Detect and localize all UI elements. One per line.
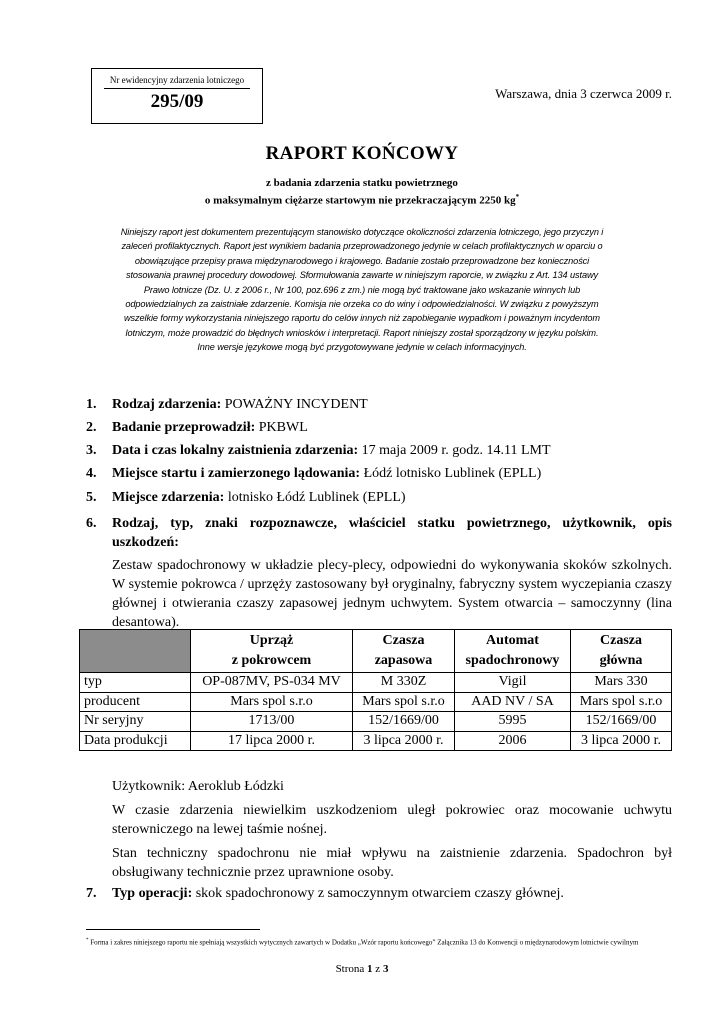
condition-paragraph: Stan techniczny spadochronu nie miał wpływu na zaistnienie zdarzenia. Spadochron był obsługiwany technicznie przez uprawnione osoby.: [112, 846, 672, 880]
table-cell: Mars spol s.r.o: [353, 692, 455, 712]
registry-label: Nr ewidencyjny zdarzenia lotniczego: [109, 75, 245, 85]
table-header-cell: [571, 630, 672, 673]
table-cell: 1713/00: [191, 712, 353, 732]
report-subtitle: [0, 176, 724, 208]
table-cell: 3 lipca 2000 r.: [571, 731, 672, 751]
item-value: POWAŻNY INCYDENT: [221, 397, 368, 412]
page-indicator: [0, 963, 724, 975]
header-line-1: Uprząż: [249, 633, 294, 648]
item-label: Badanie przeprowadził:: [112, 420, 256, 435]
header-line-2: spadochronowy: [465, 653, 560, 668]
table-header-cell: [353, 630, 455, 673]
table-header-row: [80, 630, 672, 673]
item-value: 17 maja 2009 r. godz. 14.11 LMT: [358, 443, 551, 458]
place-date: Warszawa, dnia 3 czerwca 2009 r.: [495, 86, 672, 101]
table-cell: 2006: [455, 731, 571, 751]
item-number: 1.: [86, 397, 97, 412]
item-value: lotnisko Łódź Lublinek (EPLL): [224, 490, 406, 505]
table-cell: 3 lipca 2000 r.: [353, 731, 455, 751]
footnote: [86, 936, 686, 947]
subtitle-line-1: z badania zdarzenia statku powietrznego: [266, 177, 458, 189]
item-number: 4.: [86, 466, 97, 481]
item-value: skok spadochronowy z samoczynnym otwarciem czaszy głównej.: [192, 886, 564, 901]
header-line-2: z pokrowcem: [231, 653, 312, 668]
footnote-mark: *: [86, 938, 89, 943]
table-cell: 152/1669/00: [353, 712, 455, 732]
table-header-cell: [455, 630, 571, 673]
pager-current-page: 1: [367, 963, 373, 975]
subtitle-footnote-mark: *: [515, 193, 520, 201]
item-label: Miejsce zdarzenia:: [112, 490, 225, 505]
table-cell: Nr seryjny: [80, 712, 191, 732]
table-cell: Mars spol s.r.o: [571, 692, 672, 712]
registry-box: [91, 68, 263, 124]
subtitle-line-2: [0, 190, 724, 208]
item-value: PKBWL: [255, 420, 308, 435]
item-label: Data i czas lokalny zaistnienia zdarzenia:: [112, 443, 359, 458]
table-header-cell: [191, 630, 353, 673]
pager-total-pages: 3: [382, 963, 389, 975]
header-line-2: główna: [599, 653, 643, 668]
table-cell: OP-087MV, PS-034 MV: [191, 673, 353, 693]
item-6-description: Zestaw spadochronowy w układzie plecy-plecy, odpowiedni do wykonywania skoków szkolnych. W systemie pokrowca / uprzęży zastosowany był oryginalny, fabryczny system wyczepiania czaszy głównej i otwierania czaszy zapasowej jednym uchwytem. System otwarcia – samoczynny (lina desantowa).: [112, 558, 672, 630]
item-label: Typ operacji:: [112, 886, 193, 901]
parachute-components-table: [79, 629, 672, 751]
item-label: Miejsce startu i zamierzonego lądowania:: [112, 466, 361, 481]
item-number: 2.: [86, 420, 97, 435]
header-line-1: Czasza: [382, 633, 425, 648]
table-row: [80, 712, 672, 732]
report-title: RAPORT KOŃCOWY: [265, 143, 459, 164]
table-header-corner: [80, 630, 191, 673]
header-line-1: Automat: [486, 633, 539, 648]
table-cell: 152/1669/00: [571, 712, 672, 732]
header-line-2: zapasowa: [374, 653, 433, 668]
table-cell: Vigil: [455, 673, 571, 693]
table-row: [80, 731, 672, 751]
pager-prefix: Strona: [335, 963, 368, 975]
table-cell: Data produkcji: [80, 731, 191, 751]
subtitle-line-2-text: o maksymalnym ciężarze startowym nie przekraczającym 2250 kg: [204, 194, 516, 207]
table-cell: M 330Z: [353, 673, 455, 693]
table-cell: typ: [80, 673, 191, 693]
table-cell: 17 lipca 2000 r.: [191, 731, 353, 751]
table-cell: AAD NV / SA: [455, 692, 571, 712]
item-number: 6.: [86, 516, 97, 531]
pager-of: z: [372, 963, 383, 975]
table-cell: 5995: [455, 712, 571, 732]
disclaimer-paragraph: Niniejszy raport jest dokumentem prezentującym stanowisko dotyczące okoliczności zdarzenia lotniczego, jego przyczyn i zaleceń profilaktycznych. Raport jest wynikiem badania przeprowadzonego jedynie w celach profilaktycznych w oparciu o obowiązujące przepisy prawa międzynarodowego i krajowego. Badanie zostało przeprowadzone bez konieczności stosowania prawnej procedury dowodowej. Sformułowania zawarte w niniejszym raporcie, w związku z Art. 134 ustawy Prawo lotnicze (Dz. U. z 2006 r., Nr 100, poz.696 z zm.) nie mogą być traktowane jako wskazanie winnych lub odpowiedzialnych za zaistniałe zdarzenie. Komisja nie orzeka co do winy i odpowiedzialności. W związku z powyższym wszelkie formy wykorzystania niniejszego raportu do celów innych niż zapobieganie wypadkom i poważnym incydentom lotniczym, może prowadzić do błędnych wniosków i interpretacji. Raport niniejszy został sporządzony w języku polskim. Inne wersje językowe mogą być przygotowywane jedynie w celach informacyjnych.: [120, 227, 604, 353]
footnote-rule: [86, 929, 260, 930]
footnote-text: Forma i zakres niniejszego raportu nie spełniają wszystkich wytycznych zawartych w Dodatku „Wzór raportu końcowego” Załącznika 13 do Konwencji o międzynarodowym lotnictwie cywilnym: [88, 938, 639, 947]
registry-number: 295/09: [150, 91, 204, 112]
item-label: Rodzaj, typ, znaki rozpoznawcze, właściciel statku powietrznego, użytkownik, opis uszkodzeń:: [112, 516, 672, 550]
user-line: Użytkownik: Aeroklub Łódzki: [112, 779, 284, 794]
item-number: 5.: [86, 490, 97, 505]
table-cell: Mars spol s.r.o: [191, 692, 353, 712]
header-line-1: Czasza: [600, 633, 642, 648]
damage-paragraph: W czasie zdarzenia niewielkim uszkodzeniom uległ pokrowiec oraz mocowanie uchwytu sterowniczego na lewej taśmie nośnej.: [112, 803, 672, 837]
table-row: [80, 692, 672, 712]
item-number: 7.: [86, 886, 97, 901]
registry-divider: [104, 88, 250, 89]
table-cell: Mars 330: [571, 673, 672, 693]
item-number: 3.: [86, 443, 97, 458]
item-value: Łódź lotnisko Lublinek (EPLL): [360, 466, 542, 481]
table-row: [80, 673, 672, 693]
table-cell: producent: [80, 692, 191, 712]
item-label: Rodzaj zdarzenia:: [112, 397, 222, 412]
